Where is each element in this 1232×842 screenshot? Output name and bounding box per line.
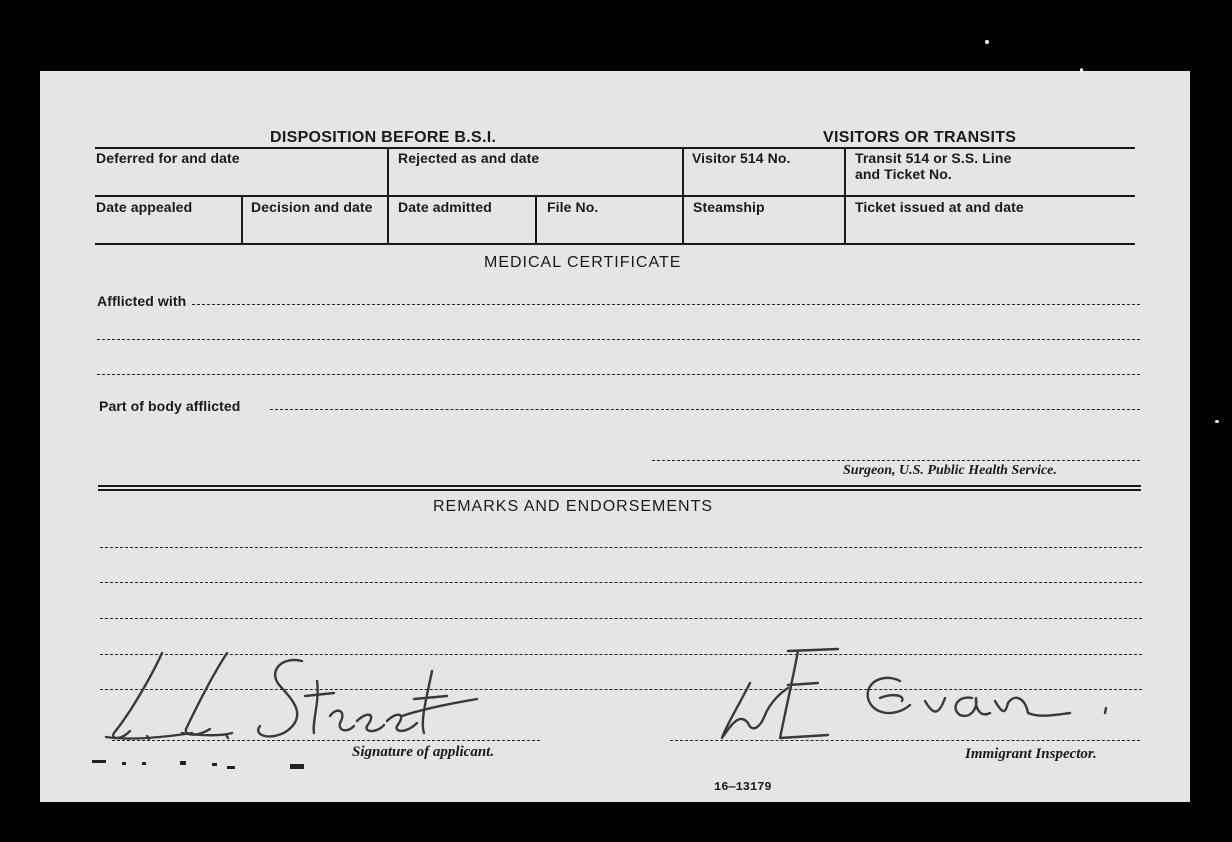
surgeon-label: Surgeon, U.S. Public Health Service. — [843, 463, 1057, 478]
afflicted-line — [192, 304, 1140, 305]
transit-label-line2: and Ticket No. — [855, 166, 952, 182]
date-appealed-label: Date appealed — [96, 199, 193, 215]
steamship-label: Steamship — [693, 199, 765, 215]
dust-speck — [1215, 420, 1219, 423]
grid-top-rule — [95, 147, 1135, 149]
afflicted-line — [97, 374, 1140, 375]
surgeon-signature-line — [652, 460, 1140, 461]
applicant-signature — [102, 641, 482, 751]
medical-certificate-title: MEDICAL CERTIFICATE — [484, 254, 682, 271]
deferred-label: Deferred for and date — [96, 150, 240, 166]
afflicted-with-label: Afflicted with — [97, 293, 187, 309]
afflicted-line — [97, 339, 1140, 340]
section-divider — [98, 489, 1141, 491]
transit-label-line1: Transit 514 or S.S. Line — [855, 150, 1012, 166]
inspector-signature — [710, 643, 1120, 753]
dust-speck — [1080, 68, 1083, 73]
inspector-signature-line — [670, 740, 1140, 741]
grid-divider — [682, 148, 684, 243]
ticket-issued-label: Ticket issued at and date — [855, 199, 1024, 215]
form-number: 16—13179 — [714, 780, 772, 794]
part-of-body-line — [270, 409, 1140, 410]
inspector-signature-label: Immigrant Inspector. — [965, 746, 1097, 762]
remarks-title: REMARKS AND ENDORSEMENTS — [433, 498, 714, 515]
decision-label: Decision and date — [251, 199, 373, 215]
grid-divider — [241, 197, 243, 243]
grid-middle-rule — [95, 195, 1135, 197]
disposition-title: DISPOSITION BEFORE B.S.I. — [270, 129, 497, 146]
file-no-label: File No. — [547, 199, 599, 215]
grid-bottom-rule — [95, 243, 1135, 245]
applicant-signature-label: Signature of applicant. — [352, 744, 495, 760]
record-card — [40, 71, 1190, 802]
stray-marks — [92, 758, 342, 770]
dust-speck — [985, 40, 989, 44]
applicant-signature-line — [112, 740, 540, 741]
visitor-label: Visitor 514 No. — [692, 150, 791, 166]
rejected-label: Rejected as and date — [398, 150, 540, 166]
remarks-line — [100, 547, 1142, 548]
remarks-line — [100, 618, 1142, 619]
part-of-body-label: Part of body afflicted — [99, 398, 241, 414]
section-divider — [98, 485, 1141, 487]
grid-divider — [535, 197, 537, 243]
grid-divider — [844, 148, 846, 243]
remarks-line — [100, 582, 1142, 583]
grid-divider — [387, 148, 389, 243]
date-admitted-label: Date admitted — [398, 199, 492, 215]
visitors-title: VISITORS OR TRANSITS — [823, 129, 1017, 146]
